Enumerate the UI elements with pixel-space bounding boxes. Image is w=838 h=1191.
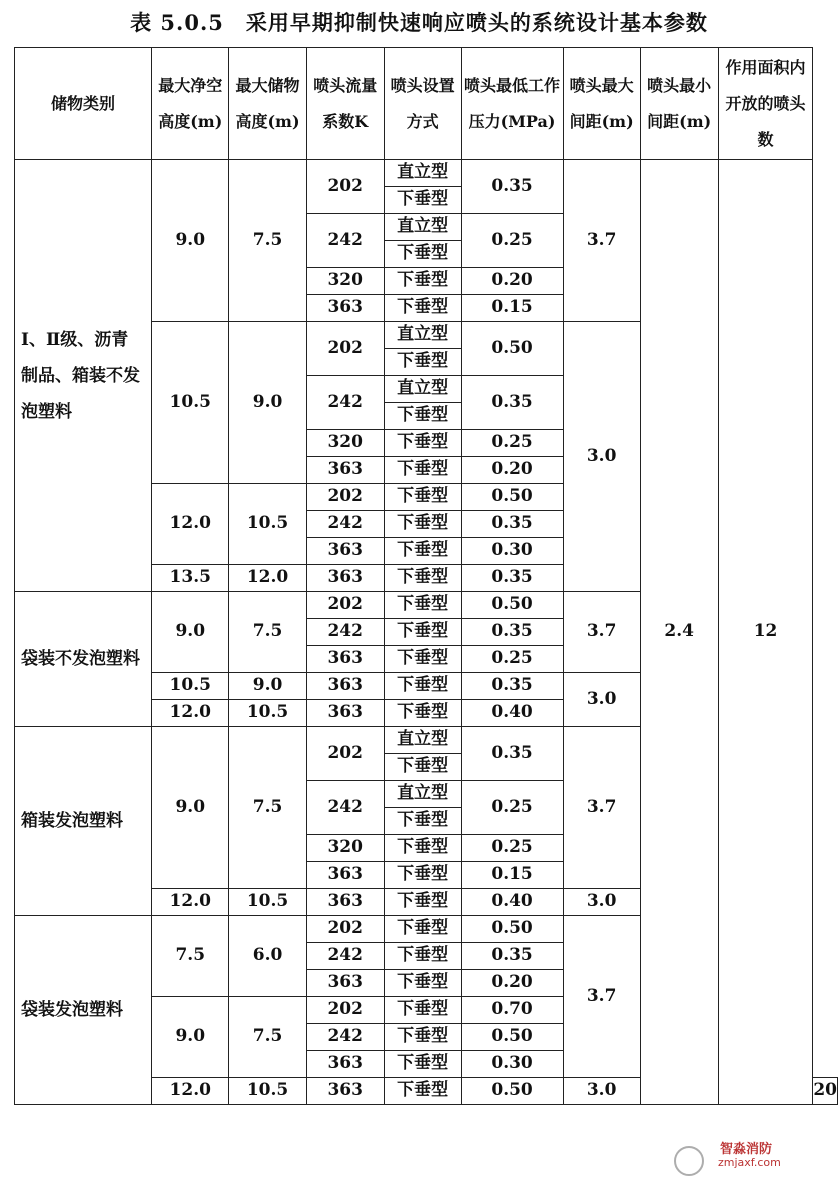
cell: 下垂型: [384, 403, 461, 430]
cell: 0.35: [461, 376, 563, 430]
cell: 下垂型: [384, 187, 461, 214]
header-cell: 最大净空高度(m): [152, 48, 229, 160]
cell: 202: [306, 727, 384, 781]
cell: 下垂型: [384, 457, 461, 484]
cell: 下垂型: [384, 673, 461, 700]
cell: 9.0: [229, 673, 306, 700]
cell: 363: [306, 565, 384, 592]
cell: 下垂型: [384, 862, 461, 889]
cell: 320: [306, 268, 384, 295]
cell: 9.0: [152, 997, 229, 1078]
cell: 3.0: [563, 673, 640, 727]
cell: 0.25: [461, 781, 563, 835]
cell: 3.0: [563, 1078, 640, 1105]
cell: 3.7: [563, 160, 640, 322]
cell: 0.25: [461, 214, 563, 268]
cell: 363: [306, 295, 384, 322]
cell: 直立型: [384, 727, 461, 754]
cell: 0.25: [461, 835, 563, 862]
cell: 242: [306, 1024, 384, 1051]
cell: 下垂型: [384, 997, 461, 1024]
cell: 下垂型: [384, 241, 461, 268]
cell: 0.40: [461, 700, 563, 727]
cell: 363: [306, 673, 384, 700]
header-cell: 最大储物高度(m): [229, 48, 306, 160]
cell: 下垂型: [384, 484, 461, 511]
cell: 363: [306, 862, 384, 889]
cell: 0.35: [461, 727, 563, 781]
cell: 0.50: [461, 322, 563, 376]
cell: 3.0: [563, 889, 640, 916]
cell: 363: [306, 538, 384, 565]
cell: 下垂型: [384, 1024, 461, 1051]
cell: 9.0: [152, 727, 229, 889]
cell: 3.0: [563, 322, 640, 592]
cell: 7.5: [229, 727, 306, 889]
cell: 0.50: [461, 1078, 563, 1105]
cell: 0.35: [461, 565, 563, 592]
cell: 3.7: [563, 916, 640, 1078]
cell: 363: [306, 970, 384, 997]
table-row: [15, 160, 838, 187]
cell: 363: [306, 646, 384, 673]
cell: 下垂型: [384, 349, 461, 376]
cell: 下垂型: [384, 700, 461, 727]
cell: 202: [306, 322, 384, 376]
cell: 363: [306, 700, 384, 727]
cell: 12.0: [152, 889, 229, 916]
cell: 0.20: [461, 457, 563, 484]
table-title: 表 5.0.5 采用早期抑制快速响应喷头的系统设计基本参数: [130, 10, 708, 35]
cell: 0.25: [461, 430, 563, 457]
cell: 3.7: [563, 592, 640, 673]
cell: 20: [813, 1078, 838, 1105]
header-cell: 作用面积内开放的喷头数: [718, 48, 813, 160]
cell: 320: [306, 835, 384, 862]
cell: 直立型: [384, 376, 461, 403]
cell: 0.30: [461, 538, 563, 565]
header-cell: 喷头最小间距(m): [640, 48, 718, 160]
cell: 下垂型: [384, 295, 461, 322]
cell: 0.40: [461, 889, 563, 916]
wechat-icon: [674, 1146, 704, 1176]
header-cell: 喷头设置方式: [384, 48, 461, 160]
cell: 0.50: [461, 916, 563, 943]
cell: 242: [306, 943, 384, 970]
cell: 202: [306, 592, 384, 619]
header-cell: 喷头流量系数K: [306, 48, 384, 160]
cell: 0.35: [461, 943, 563, 970]
watermark-line2: zmjaxf.com: [718, 1156, 781, 1169]
cell: 下垂型: [384, 646, 461, 673]
cell: 下垂型: [384, 835, 461, 862]
cell: 下垂型: [384, 889, 461, 916]
cell: 0.15: [461, 862, 563, 889]
cell: 下垂型: [384, 430, 461, 457]
cell: 242: [306, 781, 384, 835]
parameter-table: [14, 47, 838, 1105]
cell: 10.5: [152, 673, 229, 700]
cell: 2.4: [640, 160, 718, 1105]
cell: 363: [306, 889, 384, 916]
cell: 10.5: [229, 1078, 306, 1105]
cell: 363: [306, 457, 384, 484]
cell: 202: [306, 484, 384, 511]
cell: 9.0: [152, 160, 229, 322]
header-cell: 喷头最低工作压力(MPa): [461, 48, 563, 160]
cell: 363: [306, 1078, 384, 1105]
cell: 12.0: [152, 484, 229, 565]
cell: 0.30: [461, 1051, 563, 1078]
cell: 7.5: [229, 592, 306, 673]
cell: 直立型: [384, 160, 461, 187]
cell: 12.0: [229, 565, 306, 592]
cell: 直立型: [384, 322, 461, 349]
cell: 242: [306, 376, 384, 430]
cell: 9.0: [152, 592, 229, 673]
cell: 10.5: [229, 889, 306, 916]
cell: 0.50: [461, 1024, 563, 1051]
cell: 10.5: [152, 322, 229, 484]
cell: 13.5: [152, 565, 229, 592]
cell: 0.50: [461, 484, 563, 511]
cell: 10.5: [229, 484, 306, 565]
cell: 下垂型: [384, 619, 461, 646]
cell: 0.35: [461, 619, 563, 646]
cell: 7.5: [152, 916, 229, 997]
cell: 12.0: [152, 1078, 229, 1105]
cell: 12.0: [152, 700, 229, 727]
cell: 202: [306, 916, 384, 943]
cell: 下垂型: [384, 268, 461, 295]
cell: 242: [306, 511, 384, 538]
cell: 202: [306, 160, 384, 214]
cell: 下垂型: [384, 511, 461, 538]
cell: 0.35: [461, 673, 563, 700]
category-cell: Ⅰ、Ⅱ级、沥青制品、箱装不发泡塑料: [15, 160, 152, 592]
category-cell: 箱装发泡塑料: [15, 727, 152, 916]
cell: 下垂型: [384, 916, 461, 943]
cell: 12: [718, 160, 813, 1105]
header-row: [15, 48, 838, 160]
watermark-line1: 智淼消防: [720, 1142, 773, 1157]
cell: 0.15: [461, 295, 563, 322]
cell: 下垂型: [384, 754, 461, 781]
cell: 0.20: [461, 268, 563, 295]
cell: 下垂型: [384, 565, 461, 592]
cell: 0.25: [461, 646, 563, 673]
cell: 下垂型: [384, 808, 461, 835]
cell: 直立型: [384, 781, 461, 808]
header-cell: 喷头最大间距(m): [563, 48, 640, 160]
cell: 下垂型: [384, 538, 461, 565]
cell: 320: [306, 430, 384, 457]
cell: 242: [306, 214, 384, 268]
cell: 下垂型: [384, 970, 461, 997]
watermark: [672, 1136, 822, 1184]
cell: 10.5: [229, 700, 306, 727]
cell: 3.7: [563, 727, 640, 889]
header-cell: 储物类别: [15, 48, 152, 160]
cell: 下垂型: [384, 1051, 461, 1078]
cell: 下垂型: [384, 1078, 461, 1105]
cell: 0.50: [461, 592, 563, 619]
cell: 7.5: [229, 160, 306, 322]
cell: 0.20: [461, 970, 563, 997]
cell: 7.5: [229, 997, 306, 1078]
cell: 6.0: [229, 916, 306, 997]
category-cell: 袋装不发泡塑料: [15, 592, 152, 727]
cell: 直立型: [384, 214, 461, 241]
cell: 0.35: [461, 160, 563, 214]
cell: 0.70: [461, 997, 563, 1024]
cell: 202: [306, 997, 384, 1024]
cell: 363: [306, 1051, 384, 1078]
cell: 下垂型: [384, 943, 461, 970]
cell: 9.0: [229, 322, 306, 484]
cell: 0.35: [461, 511, 563, 538]
cell: 下垂型: [384, 592, 461, 619]
cell: 242: [306, 619, 384, 646]
category-cell: 袋装发泡塑料: [15, 916, 152, 1105]
